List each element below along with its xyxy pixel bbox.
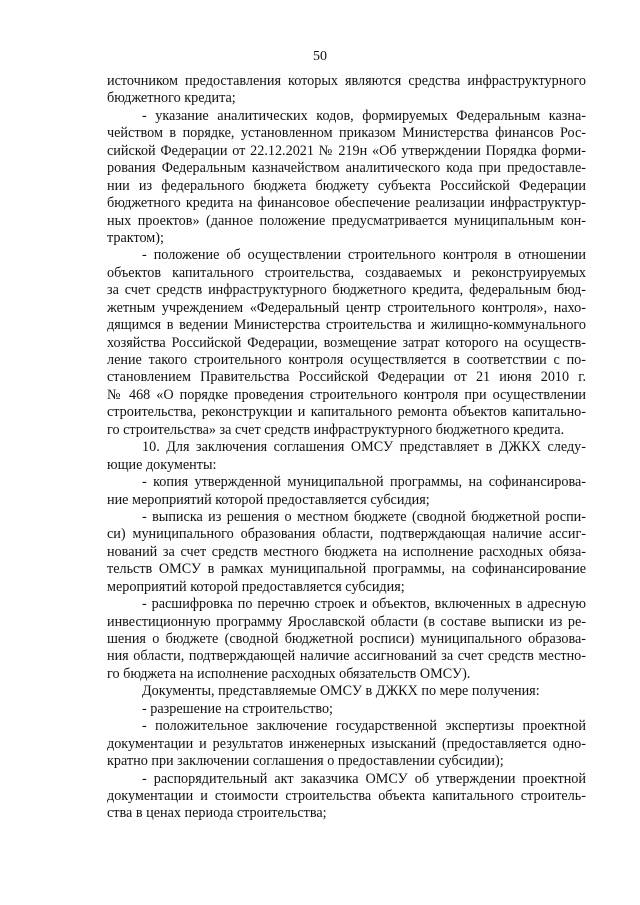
text-line: - выписка из решения о местном бюджете (сводной бюджетной роспи- (142, 508, 586, 525)
page-number: 50 (313, 49, 327, 64)
text-line: жетным учреждением «Федеральный центр строительного контроля», нахо- (107, 299, 586, 316)
text-line: хозяйства Российской Федерации, возмещение затрат которого на осуществ- (107, 334, 586, 351)
text-line: документации и стоимости строительства объекта капитального строитель- (107, 787, 586, 804)
text-line: ства в ценах периода строительства; (107, 805, 327, 822)
text-line: ние мероприятий которой предоставляется субсидия; (107, 491, 430, 508)
text-line: ление такого строительного контроля осуществляется в соответствии с по- (107, 352, 586, 368)
text-line: - разрешение на строительство; (142, 700, 333, 717)
text-line: за счет средств инфраструктурного бюджетного кредита, федеральным бюд- (107, 282, 586, 299)
text-line: шения о бюджете (сводной бюджетной росписи) муниципального образова- (107, 631, 586, 647)
text-line: го бюджета на исполнение расходных обязательств ОМСУ). (107, 665, 471, 682)
text-line: становлением Правительства Российской Федерации от 21 июня 2010 г. (107, 369, 586, 386)
text-line: бюджетного кредита на финансовое обеспечение реализации инфраструктур- (107, 195, 586, 212)
text-line: го строительства» за счет средств инфраструктурного бюджетного кредита. (107, 421, 565, 438)
text-line: - расшифровка по перечню строек и объектов, включенных в адресную (142, 596, 586, 613)
text-line: трактом); (107, 229, 164, 246)
text-line: ных проектов» (данное положение предусматривается муниципальным кон- (107, 212, 586, 229)
text-line: кратно при заключении соглашения о предоставлении субсидии); (107, 753, 504, 770)
document-body (107, 73, 586, 823)
text-line: - распорядительный акт заказчика ОМСУ об утверждении проектной (142, 770, 586, 787)
text-line: рования Федеральным казначейством аналитического кода при предоставле- (107, 160, 586, 177)
text-line: - указание аналитических кодов, формируемых Федеральным казна- (142, 107, 586, 124)
text-line: источником предоставления которых являются средства инфраструктурного (107, 73, 586, 89)
text-line: документации и результатов инженерных изысканий (предоставляется одно- (107, 735, 586, 752)
text-line: объектов капитального строительства, создаваемых и реконструируемых (107, 264, 586, 281)
text-line: нии из федерального бюджета бюджету субъекта Российской Федерации (107, 177, 586, 194)
text-line: - копия утвержденной муниципальной программы, на софинансирова- (142, 474, 586, 491)
text-line: си) муниципального образования области, подтверждающая наличие ассиг- (107, 526, 586, 543)
text-line: тельств ОМСУ в рамках муниципальной программы, на софинансирование (107, 561, 586, 578)
text-line: ния области, подтверждающей наличие ассигнований за счет средств местно- (107, 648, 586, 665)
text-line: бюджетного кредита; (107, 90, 236, 107)
text-line: 10. Для заключения соглашения ОМСУ представляет в ДЖКХ следу- (142, 439, 586, 456)
text-line: нований за счет средств местного бюджета на исполнение расходных обяза- (107, 543, 586, 560)
text-line: мероприятий которой предоставляется субсидия; (107, 578, 405, 595)
text-line: дящимся в ведении Министерства строительства и жилищно-коммунального (107, 317, 586, 334)
text-line: сийской Федерации от 22.12.2021 № 219н «Об утверждении Порядка форми- (107, 142, 586, 159)
text-line: инвестиционную программу Ярославской области (в составе выписки из ре- (107, 613, 586, 630)
text-line: - положение об осуществлении строительного контроля в отношении (142, 247, 586, 264)
text-line: № 468 «О порядке проведения строительного контроля при осуществлении (107, 386, 586, 403)
text-line: - положительное заключение государственной экспертизы проектной (142, 718, 586, 735)
text-line: Документы, представляемые ОМСУ в ДЖКХ по мере получения: (142, 683, 540, 700)
text-line: строительства, реконструкции и капитального ремонта объектов капитально- (107, 404, 586, 421)
text-line: чейством в порядке, установленном приказом Министерства финансов Рос- (107, 125, 586, 142)
text-line: ющие документы: (107, 456, 217, 473)
